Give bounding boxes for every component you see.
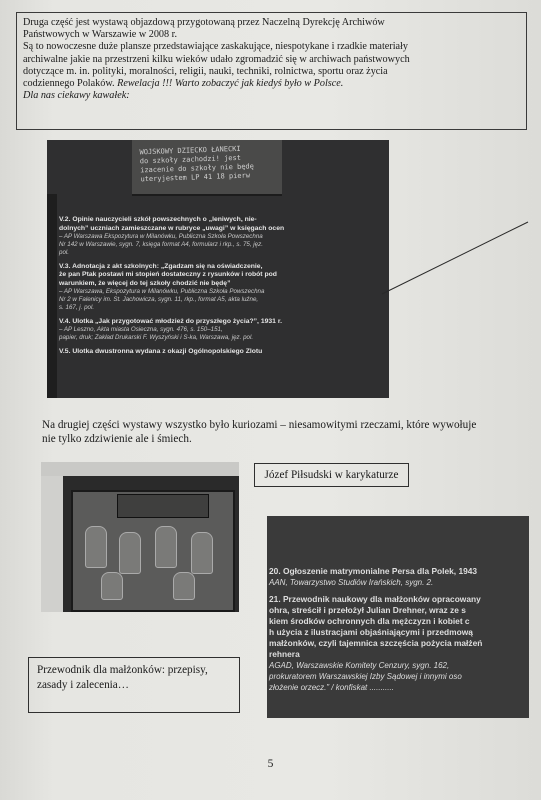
exhibit-text-line: rehnera <box>269 649 300 659</box>
intro-line-plain: codziennego Polaków. <box>23 78 118 90</box>
exhibit-text-line: kiem środków ochronnych dla mężczyzn i kobiet c <box>269 616 470 626</box>
exhibit-caption-block <box>59 263 379 312</box>
exhibit-caption-source: Nr 142 w Warszawie, sygn. 7, księga format A4, formularz i rkp., s. 75, jęz. <box>59 240 263 248</box>
exhibit-caption-source: s. 167, j. pol. <box>59 303 95 311</box>
photo-wall <box>41 462 239 476</box>
handwritten-note <box>132 140 282 196</box>
caricature-figure <box>85 526 107 568</box>
intro-line: archiwalne jakie na przestrzeni kilku wieków udało zgromadzić się w archiwach państwowych <box>23 53 410 65</box>
intro-line-italic: Rewelacja !!! Warto zobaczyć jak kiedyś było w Polsce. <box>117 78 344 90</box>
caricature-board <box>71 490 235 612</box>
caricature-figure <box>173 572 195 600</box>
exhibit-text-line: złożenie orzecz.” / konfiskat ........... <box>269 683 394 692</box>
exhibit-caption-source: – AP Leszno, Akta miasta Osieczna, sygn. 476, s. 150–151, <box>59 326 223 334</box>
caption-line: zasady i zalecenia… <box>37 679 129 691</box>
exhibit-text-line: 20. Ogłoszenie matrymonialne Persa dla Polek, 1943 <box>269 566 478 576</box>
page-number: 5 <box>267 758 274 770</box>
exhibit-caption-source: – AP Warszawa Ekspozytura w Milanówku, Publiczna Szkoła Powszechna <box>59 233 263 241</box>
exhibit-caption-title: V.4. Ulotka „Jak przygotować młodzież do przyszłego życia?”, 1931 r. <box>59 317 282 325</box>
exhibit-caption-title: V.5. Ulotka dwustronna wydana z okazji Ogólnopolskiego Zlotu <box>59 347 263 355</box>
exhibit-caption-title: że pan Ptak postawi mi stopień dostateczny z rysunków i robót pod <box>59 271 277 279</box>
intro-line: Są to nowoczesne duże plansze przedstawiające zaskakujące, niespotykane i rzadkie materiały <box>23 41 408 53</box>
exhibit-caption-source: Nr 2 w Falenicy im. St. Jachowicza, sygn. 11, rkp., format A5, akta luźne, <box>59 296 259 304</box>
photo-shadow <box>47 194 57 398</box>
paragraph <box>42 418 522 446</box>
intro-line: Państwowych w Warszawie w 2008 r. <box>23 29 178 41</box>
exhibit-caption-title: V.2. Opinie nauczycieli szkół powszechnych o „leniwych, nie- <box>59 216 257 223</box>
note-line: izacenie do szkoły nie będę <box>140 162 255 175</box>
intro-line <box>23 78 520 90</box>
caption-marriage-guide <box>28 657 240 713</box>
note-line: WOJSKOWY DZIECKO ŁANECKI <box>139 144 241 157</box>
exhibit-board-photo <box>47 140 389 398</box>
exhibit-caption-title: warunkiem, że więcej do tej szkoły chodzić nie będę” <box>59 279 231 287</box>
marriage-guide-text <box>269 566 529 693</box>
exhibit-text-line: ohra, streścił i przełożył Julian Drehner, wraz ze s <box>269 605 466 615</box>
exhibit-caption-source: pol. <box>59 248 69 256</box>
marriage-guide-photo <box>267 516 529 718</box>
intro-line-italic: Dla nas ciekawy kawałek: <box>23 90 130 102</box>
exhibit-caption-title: V.3. Adnotacja z akt szkolnych: „Zgadzam się na oświadczenie, <box>59 262 263 270</box>
intro-line: Druga część jest wystawą objazdową przygotowaną przez Naczelną Dyrekcję Archiwów <box>23 17 385 28</box>
caricature-figure <box>119 532 141 574</box>
caricature-photo <box>41 462 239 612</box>
caricature-figure <box>155 526 177 568</box>
exhibit-text-line: h użycia z ilustracjami objaśniającymi i przedmową <box>269 627 473 637</box>
handwritten-note-text <box>131 140 283 191</box>
exhibit-caption-block <box>59 318 379 342</box>
paragraph-line: Na drugiej części wystawy wszystko było kuriozami – niesamowitymi rzeczami, które wywołuje <box>42 419 477 431</box>
paragraph-line: nie tylko zdziwienie ale i śmiech. <box>42 433 192 445</box>
note-line: uteryjestem LP 41 18 pierw <box>140 171 251 184</box>
exhibit-caption-block <box>59 216 379 257</box>
exhibit-caption-block <box>59 348 379 357</box>
caricature-figure <box>101 572 123 600</box>
exhibit-text-line: prokuratorem Warszawskiej Izby Sądowej i innymi oso <box>269 672 462 681</box>
exhibit-text-line: 21. Przewodnik naukowy dla małżonków opracowany <box>269 594 481 604</box>
exhibit-caption-title: dolnych” uczniach zamieszczane w rubryce „uwagi” w księgach ocen <box>59 224 285 232</box>
intro-text-box <box>16 12 527 130</box>
caricature-figure <box>191 532 213 574</box>
exhibit-caption-source: – AP Warszawa, Ekspozytura w Milanówku, Publiczna Szkoła Powszechna <box>59 288 265 296</box>
intro-line: dotyczące m. in. polityki, moralności, religii, nauki, techniki, rolnictwa, sportu oraz życia <box>23 65 388 77</box>
caption-line: Przewodnik dla małżonków: przepisy, <box>37 664 208 676</box>
note-line: do szkoły zachodzi! jest <box>139 153 242 166</box>
caption-caricature: Józef Piłsudski w karykaturze <box>254 463 409 487</box>
exhibit-captions <box>59 216 379 363</box>
exhibit-text-line: AAN, Towarzystwo Studiów Irańskich, sygn. 2. <box>269 578 434 587</box>
board-frame <box>117 494 209 518</box>
exhibit-text-line: AGAD, Warszawskie Komitety Cenzury, sygn. 162, <box>269 661 450 670</box>
exhibit-caption-source: papier, druk; Zakład Drukarski F. Wyszyński i S-ka, Warszawa, jęz. pol. <box>59 334 254 342</box>
photo-wall-side <box>41 476 63 612</box>
exhibit-text-line: małżonków, czyli tajemnica szczęścia pożycia małżeń <box>269 638 483 648</box>
